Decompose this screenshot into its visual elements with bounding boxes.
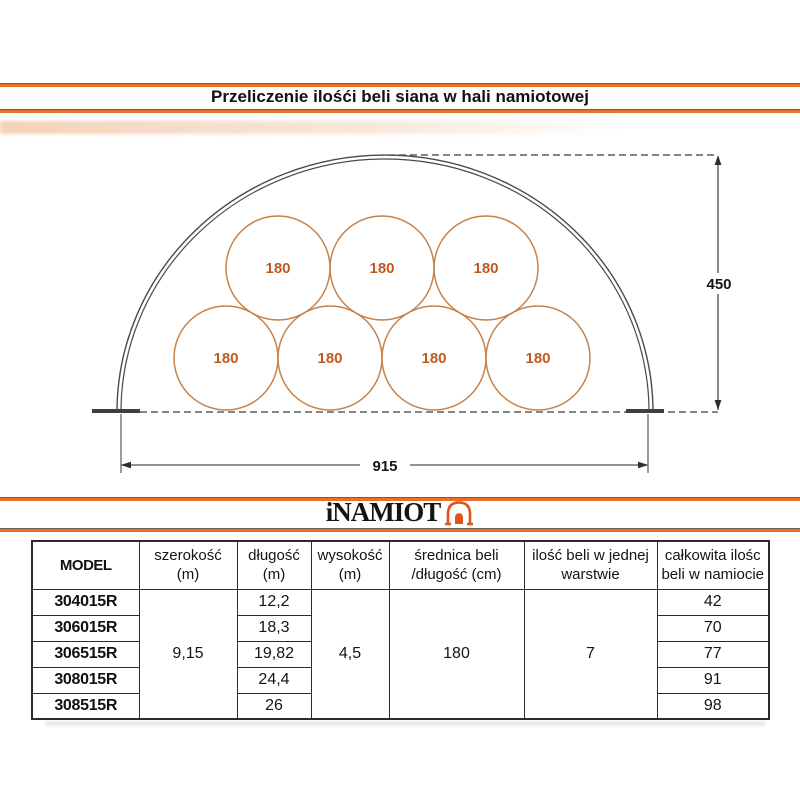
header-line: wysokość (317, 547, 383, 565)
table-header-row (32, 541, 769, 589)
right-foot-plate (626, 409, 664, 413)
header-line: ilość beli w jednej (532, 547, 649, 565)
model-cell: 308015R (32, 667, 139, 693)
dlugosc-cell: 18,3 (237, 615, 311, 641)
bale-capacity-table (31, 540, 770, 720)
dlugosc-cell: 24,4 (237, 667, 311, 693)
tent-arch-icon (444, 500, 474, 526)
model-cell: 306015R (32, 615, 139, 641)
height-dimension-label: 450 (706, 276, 732, 293)
faded-watermark-stripe (0, 121, 624, 134)
header-line: długość (248, 547, 300, 565)
height-arrow-bottom (715, 400, 722, 410)
header-line: warstwie (561, 566, 620, 584)
brand-logo-text: iNAMIOT (325, 497, 441, 527)
total-cell: 42 (657, 589, 769, 615)
srednica-merged-cell: 180 (389, 589, 524, 719)
header-line: /długość (cm) (411, 566, 502, 584)
tent-cross-section-diagram (0, 140, 800, 490)
header-line: (m) (262, 566, 286, 584)
column-header-srednica (389, 541, 524, 589)
page-title: Przeliczenie ilośći beli siana w hali namiotowej (211, 87, 589, 106)
header-line: całkowita ilośc (664, 547, 761, 565)
warstwie-merged-cell: 7 (524, 589, 657, 719)
model-cell: 306515R (32, 641, 139, 667)
dlugosc-cell: 26 (237, 693, 311, 719)
szerokosc-merged-cell: 9,15 (139, 589, 237, 719)
column-header-calkowita (657, 541, 769, 589)
column-header-dlugosc (237, 541, 311, 589)
header-line: (m) (338, 566, 362, 584)
width-dimension-label: 915 (372, 458, 398, 475)
width-arrow-right (638, 462, 648, 469)
bale-diameter-label: 180 (369, 260, 395, 277)
logo-band-bottom-line (0, 528, 800, 532)
dlugosc-cell: 19,82 (237, 641, 311, 667)
left-foot-plate (92, 409, 140, 413)
bale-diameter-label: 180 (421, 350, 447, 367)
model-cell: 304015R (32, 589, 139, 615)
total-cell: 77 (657, 641, 769, 667)
table-row (32, 589, 769, 615)
bale-diameter-label: 180 (473, 260, 499, 277)
header-line: średnica beli (414, 547, 499, 565)
total-cell: 91 (657, 667, 769, 693)
wysokosc-merged-cell: 4,5 (311, 589, 389, 719)
dlugosc-cell: 12,2 (237, 589, 311, 615)
header-line: szerokość (154, 547, 222, 565)
column-header-model: MODEL (32, 541, 139, 589)
title-band-bottom-line (0, 109, 800, 113)
bale-diameter-label: 180 (317, 350, 343, 367)
column-header-wysokosc (311, 541, 389, 589)
height-arrow-top (715, 155, 722, 165)
total-cell: 70 (657, 615, 769, 641)
model-cell: 308515R (32, 693, 139, 719)
column-header-ilosc-warstwa (524, 541, 657, 589)
table-shadow (45, 722, 765, 725)
bale-diameter-label: 180 (213, 350, 239, 367)
header-line: beli w namiocie (661, 566, 765, 584)
bale-diameter-label: 180 (265, 260, 291, 277)
column-header-szerokosc (139, 541, 237, 589)
header-line: (m) (176, 566, 200, 584)
bale-diameter-label: 180 (525, 350, 551, 367)
bale-circles (174, 216, 590, 410)
brand-logo (0, 499, 800, 526)
total-cell: 98 (657, 693, 769, 719)
width-arrow-left (121, 462, 131, 469)
